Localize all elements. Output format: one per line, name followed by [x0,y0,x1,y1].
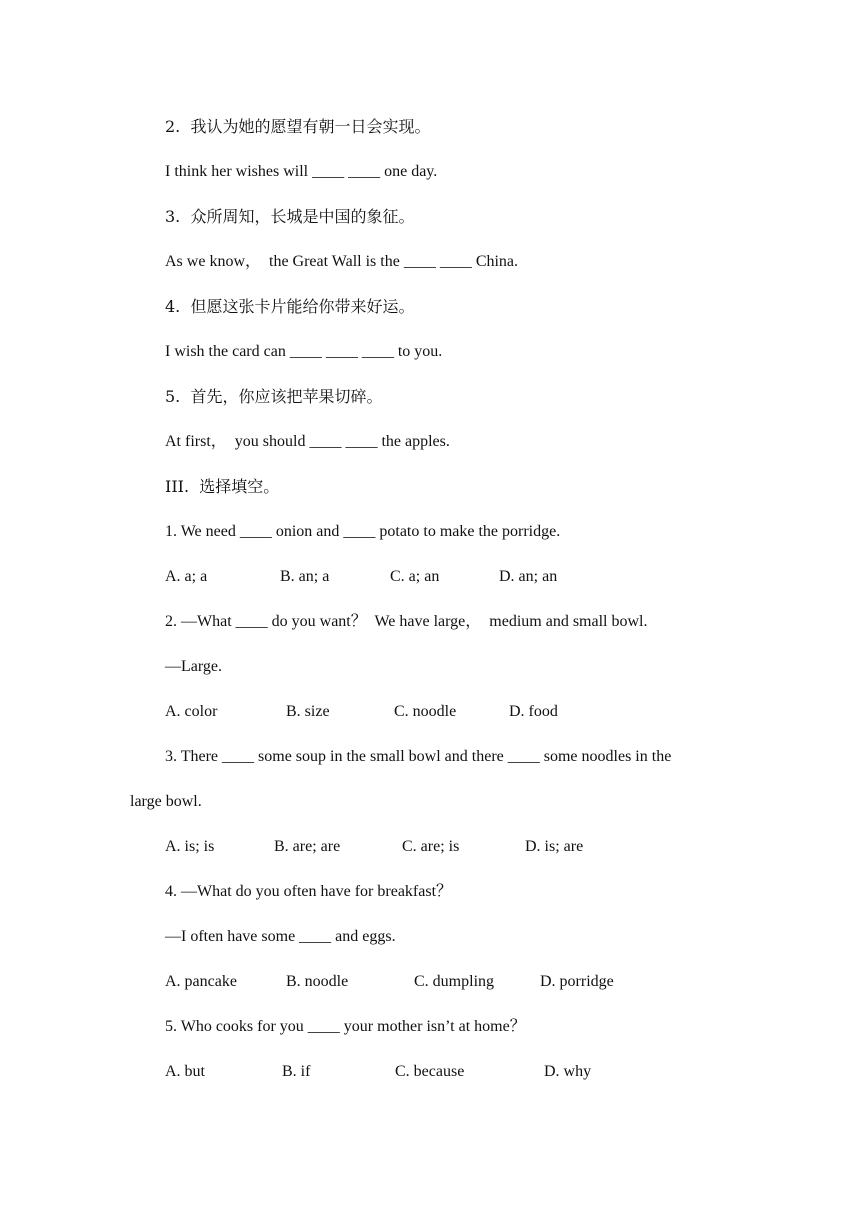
mc-q4-option-b: B. noodle [286,973,349,990]
mc-q1-option-d: D. an; an [499,568,558,585]
mc-q5-option-b: B. if [282,1063,311,1080]
mc-q2-answer: —Large. [165,658,223,675]
translation-q5-chinese: 5. 首先，你应该把苹果切碎。 [165,387,383,406]
mc-q5-option-c: C. because [395,1063,465,1080]
mc-q5-question: 5. Who cooks for you ____ your mother isn’t at home？ [165,1018,526,1035]
mc-q2-option-c: C. noodle [394,703,457,720]
mc-q2-option-b: B. size [286,703,330,720]
translation-q3-chinese: 3. 众所周知，长城是中国的象征。 [165,207,415,226]
translation-q5-english: At first， you should ____ ____ the apples. [165,433,450,450]
mc-q2-option-d: D. food [509,703,558,720]
mc-q5-option-a: A. but [165,1063,205,1080]
translation-q4-english: I wish the card can ____ ____ ____ to you. [165,343,443,360]
mc-q3-question: 3. There ____ some soup in the small bowl and there ____ some noodles in the [165,748,672,765]
mc-q2-option-a: A. color [165,703,218,720]
mc-q1-question: 1. We need ____ onion and ____ potato to make the porridge. [165,523,561,540]
mc-q5-option-d: D. why [544,1063,592,1080]
translation-q3-english: As we know， the Great Wall is the ____ ____ China. [165,253,519,270]
mc-q2-question: 2. —What ____ do you want？ We have large， medium and small bowl. [165,613,648,630]
mc-q1-option-c: C. a; an [390,568,440,585]
mc-q3-question-continued: large bowl. [130,793,202,810]
mc-q4-option-a: A. pancake [165,973,237,990]
mc-q4-option-d: D. porridge [540,973,614,990]
mc-q3-option-a: A. is; is [165,838,215,855]
mc-q4-option-c: C. dumpling [414,973,495,990]
mc-q3-option-b: B. are; are [274,838,341,855]
mc-q3-option-c: C. are; is [402,838,460,855]
mc-q4-answer: —I often have some ____ and eggs. [165,928,396,945]
mc-q3-option-d: D. is; are [525,838,584,855]
translation-q2-chinese: 2. 我认为她的愿望有朝一日会实现。 [165,117,431,136]
mc-q4-question: 4. —What do you often have for breakfast？ [165,883,453,900]
mc-q1-option-a: A. a; a [165,568,208,585]
section-heading: III. 选择填空。 [165,477,280,496]
mc-q1-option-b: B. an; a [280,568,330,585]
translation-q4-chinese: 4. 但愿这张卡片能给你带来好运。 [165,297,415,316]
translation-q2-english: I think her wishes will ____ ____ one day. [165,163,438,180]
